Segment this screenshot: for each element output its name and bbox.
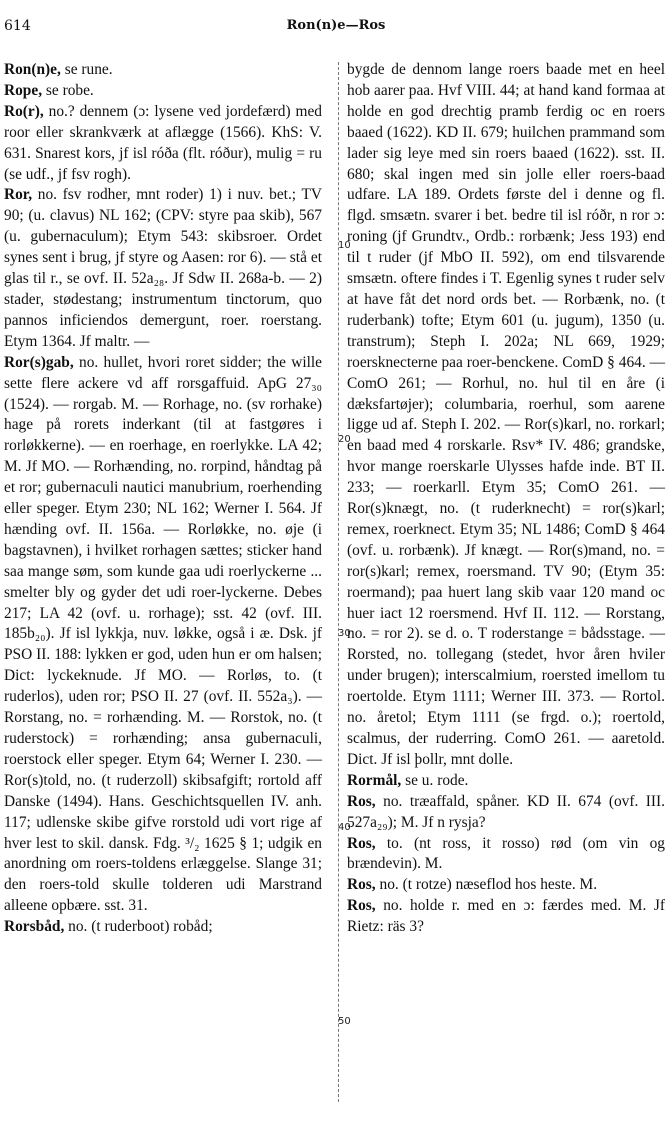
headword: Ro(r), — [4, 102, 44, 120]
entry-text: se robe. — [42, 81, 94, 99]
dictionary-entry — [347, 771, 665, 792]
column-divider — [338, 62, 339, 1102]
entry-text: se rune. — [60, 61, 113, 78]
headword: Ron(n)e, — [4, 61, 61, 78]
right-column — [347, 60, 665, 938]
entry-text: no. træaffald, spåner. KD II. 674 (ovf. III. 527a₂₉); M. Jf n rysja? — [347, 792, 665, 831]
running-head: Ron(n)e—Ros — [286, 18, 386, 33]
dictionary-entry — [347, 792, 665, 834]
entry-text: no. (t rotze) næseflod hos heste. M. — [375, 876, 598, 894]
line-number: 30 — [338, 628, 351, 639]
headword: Ros, — [347, 792, 376, 810]
entry-text: to. (nt ross, it rosso) rød (om vin og brændevin). M. — [347, 834, 665, 873]
headword: Ros, — [347, 897, 376, 915]
dictionary-entry — [4, 81, 322, 102]
entry-text: no. holde r. med en ɔ: færdes med. M. Jf Rietz: räs 3? — [347, 897, 665, 936]
headword: Ros, — [347, 834, 376, 852]
page-header — [0, 12, 672, 38]
headword: Rorsbåd, — [4, 918, 65, 936]
headword: Ror, — [4, 186, 33, 204]
dictionary-entry — [4, 917, 322, 938]
entry-text: no. fsv rodher, mnt roder) 1) i nuv. bet.; TV 90; (u. clavus) NL 162; (CPV: styre paa skib), 567 (u. gubernaculum); Etym 543: skibsroer. Ordet synes sent i brug, jf styre og Aasen: ror 6). — stå et glas til r., se ovf. II. 52a₂₈. Jf Sdw II. 268a-b. — 2) stader, stødestang; instrumentum tinctorum, quo pannos inficiendos demergunt, roer. roerstang. Etym 1364. Jf maltr. — — [4, 186, 322, 350]
entry-text: bygde de dennom lange roers baade met en heel hob aarer paa. Hvf VIII. 44; at hand kand formaa at holde en god drechtig pramb ferdig oc en roers baaed (1622). KD II. 679; huilchen prammand som lader sig leye med sin roers baaed (1622). sst. II. 680; skal ingen med sin jolle eller roers-baad udfare. LA 189. Ordets første del i denne og fl. flgd. smsætn. svarer i bet. bedre til isl róðr, n ror ɔ: roning (jf Grundtv., Ordb.: rorbænk; Jess 193) end til t ruder (jf MbO II. 592), om end tilsvarende smsætn. oftere findes i T. Egenlig synes t ruder selv at have fåt det nord ords bet. — Rorbænk, no. (t ruderbank) tofte; Etym 601 (u. jugum), 1350 (u. transtrum); Steph I. 202a; NL 669, 1929; roersknecterne paa roer-benckene. ComD § 464. — ComO 261; — Rorhul, no. hul til en åre (i dæksfartøjer); columbaria, roerhul, som aarene ligge ud af. Steph I. 202. — Ror(s)karl, no. rorkarl; en baad med 4 rorskarle. Rsv* IV. 486; grandske, hvor mange roerskarle Ulysses hafde inde. BT II. 233; — roerkarll. Etym 35; ComO 261. — Ror(s)knægt, no. (t ruderknecht) = ror(s)karl; remex, roerknect. Etym 35; NL 1486; ComD § 464 (ovf. u. rorbænk). Jf knægt. — Ror(s)mand, no. = ror(s)karl; remex, roersmand. TV 90; (Etym 35: roermand); paa huert lang skib vaar 120 mand oc huer iact 12 roersmend. Hvf II. 112. — Rorstang, no. = ror 2). se d. o. T roderstange = bådsstage. — Rorsted, no. tollegang (stedet, hvor åren hviler under brugen); interscalmium, roersted imellom tu roertolde. Etym 1111; Werner III. 373. — Rortol. no. åretol; Etym 1111 (se frgd. o.); roertold, scalmus, der ruderring. ComO 261. — aaretold. Dict. Jf isl þollr, mnt dolle. — [347, 61, 665, 768]
page-number: 614 — [4, 18, 31, 34]
dictionary-entry — [4, 60, 322, 81]
entry-text: no. hullet, hvori roret sidder; the wille sette flere ackere vd aff rorsgaffuid. ApG 27₃₀ (1524). — rorgab. M. — Rorhage, no. (sv rorhake) hage på rorets inderkant (til at fastgøres i rorløkkerne). — en roerhage, en roerlykke. LA 42; M. Jf MO. — Rorhænding, no. rorpind, håndtag på et ror; gubernaculi nautici manubrium, roerhending eller speger. Etym 230; NL 162; Werner I. 564. Jf hænding ovf. II. 156a. — Rorløkke, no. øje (i bagstavnen), i hvilket rorhagen sættes; sticker hand saa mange søm, som kunde gaa udi roerlyckerne ... smelter bly og gyder det udi roer-lyckerne. Debes 217; LA 42 (ovf. u. rorhage); sst. 42 (ovf. III. 185b₂₀). Jf isl lykkja, nuv. løkke, også i æ. Dsk. jf PSO II. 188: lykken er god, uden hun er om halsen; Dict: lyckeknude. Jf MO. — Rorløs, to. (t ruderlos), uden ror; PSO II. 27 (ovf. II. 552a₃). — Rorstang, no. = rorhænding. M. — Rorstok, no. (t ruderstock) = rorhænding; ansa gubernaculi, roerstock eller speger. Etym 64; Werner I. 230. — Ror(s)told, no. (t ruderzoll) skibsafgift; rortold aff Danske (1494). Hans. Geschichtsquellen IV. anh. 117; udlenske skibe gifve rorstold udi vort rige af hver lest to skil. dansk. Fdg. ³/₂ 1625 § 1; udgik en anordning om roers-toldens erlæggelse. Slange 31; den roers-told skulle tolderen udi Marstrand alleene opbære. sst. 31. — [4, 353, 322, 915]
entry-text: no.? dennem (ɔ: lysene ved jordefærd) med roor eller skrankværk at aflægge (1566). KhS: V. 631. Snarest kors, jf isl róða (flt. róður), mulig = ru (se udf., jf fsv rogh). — [4, 102, 322, 183]
dictionary-entry — [4, 353, 322, 917]
headword: Rope, — [4, 81, 43, 99]
line-number: 50 — [338, 1016, 351, 1027]
line-number: 20 — [338, 434, 351, 445]
entry-text: se u. rode. — [401, 771, 469, 789]
dictionary-entry — [347, 896, 665, 938]
line-number: 10 — [338, 240, 351, 251]
dictionary-entry — [4, 185, 322, 352]
entry-text: no. (t ruderboot) robåd; — [64, 918, 213, 936]
dictionary-entry — [347, 834, 665, 876]
headword: Ror(s)gab, — [4, 353, 74, 371]
dictionary-entry — [4, 102, 322, 186]
left-column — [4, 60, 322, 938]
headword: Ros, — [347, 876, 376, 894]
dictionary-entry — [347, 60, 665, 771]
headword: Rormål, — [347, 771, 402, 789]
dictionary-entry — [347, 875, 665, 896]
line-number: 40 — [338, 822, 351, 833]
